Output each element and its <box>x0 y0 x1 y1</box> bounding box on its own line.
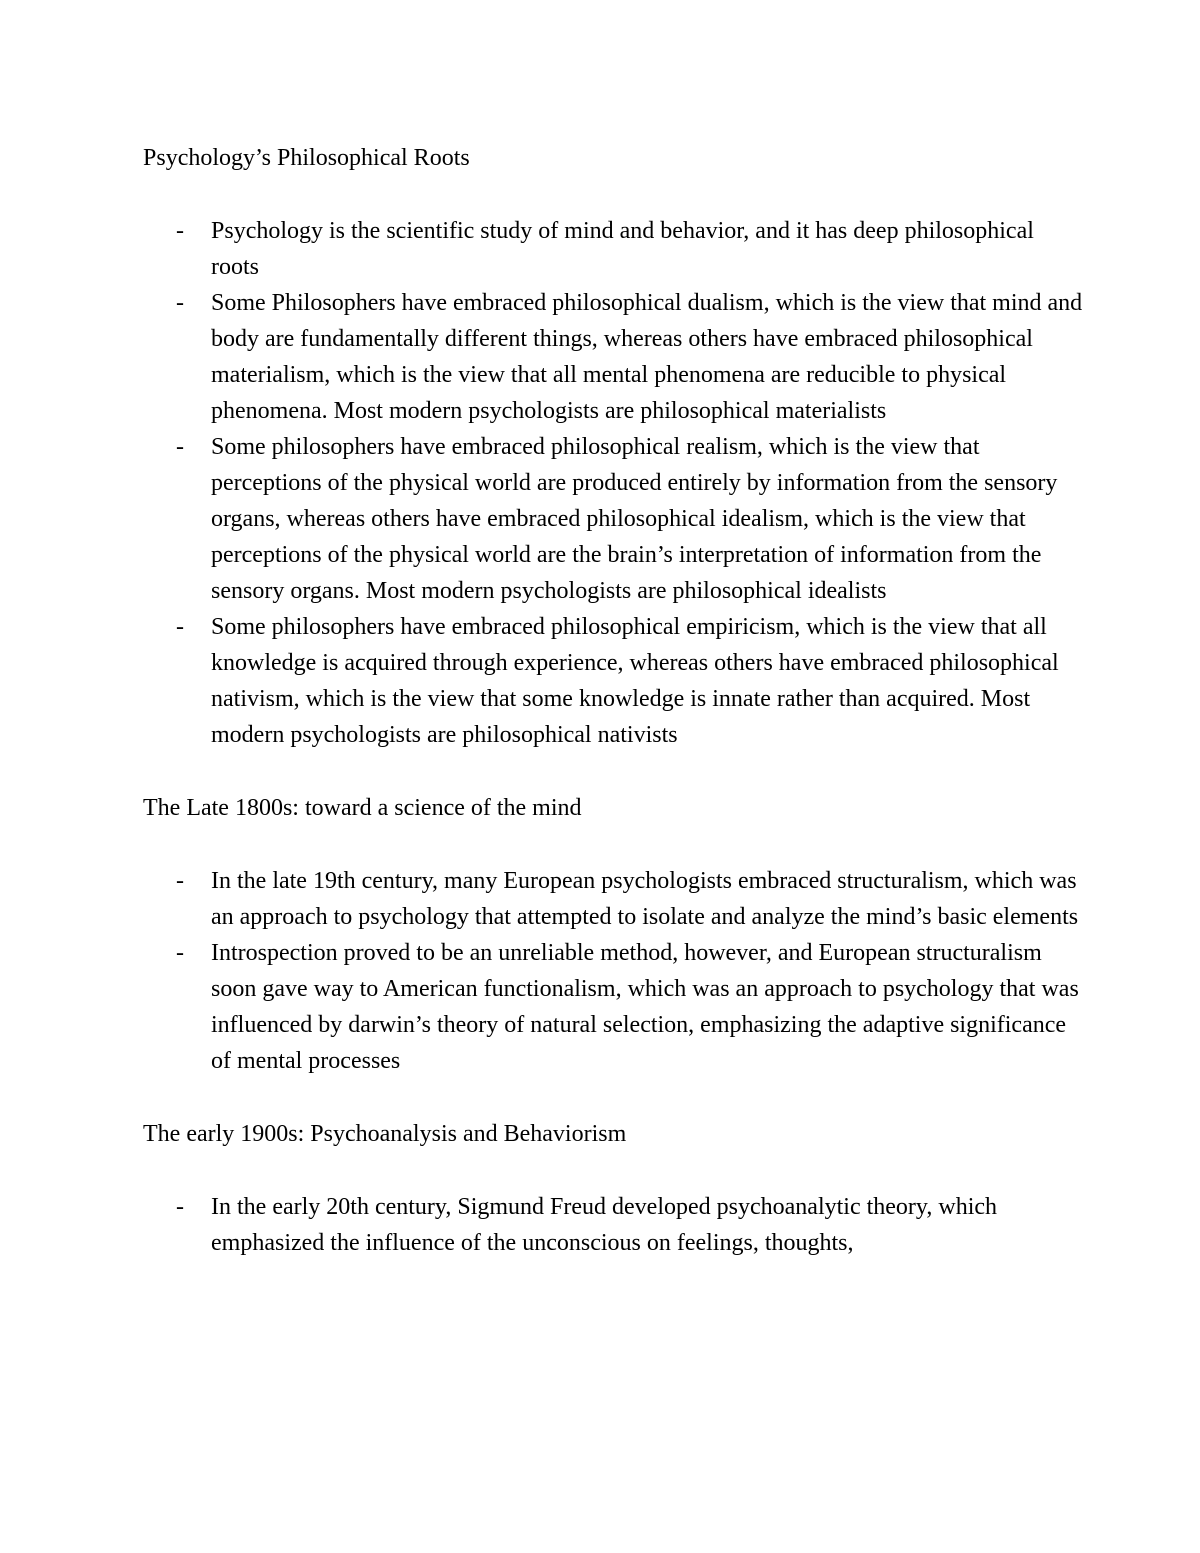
list-item <box>143 935 1083 1079</box>
section-heading-late-1800s: The Late 1800s: toward a science of the mind <box>143 795 582 821</box>
bullet-dash: - <box>176 614 184 640</box>
list-item-text: In the late 19th century, many European psychologists embraced structuralism, which was an approach to psychology that attempted to isolate and analyze the mind’s basic elements <box>211 868 1079 930</box>
document-content <box>143 140 1083 1298</box>
bullet-dash: - <box>176 940 184 966</box>
list-item <box>143 1189 1083 1261</box>
list-item <box>143 429 1083 609</box>
bullet-dash: - <box>176 1194 184 1220</box>
list-item <box>143 863 1083 935</box>
bullet-dash: - <box>176 868 184 894</box>
bullet-list-early-1900s <box>143 1189 1083 1261</box>
bullet-dash: - <box>176 434 184 460</box>
list-item-text: Introspection proved to be an unreliable method, however, and European structuralism soon gave way to American functionalism, which was an approach to psychology that was influenced by darwin’s theory of natural selection, emphasizing the adaptive significance of mental processes <box>211 940 1079 1074</box>
list-item <box>143 213 1083 285</box>
list-item-text: Some Philosophers have embraced philosophical dualism, which is the view that mind and body are fundamentally different things, whereas others have embraced philosophical materialism, which is the view that all mental phenomena are reducible to physical phenomena. Most modern psychologists are philosophical materialists <box>211 290 1083 424</box>
section-heading-early-1900s: The early 1900s: Psychoanalysis and Behaviorism <box>143 1121 627 1147</box>
list-item-text: In the early 20th century, Sigmund Freud developed psychoanalytic theory, which emphasized the influence of the unconscious on feelings, thoughts, <box>211 1194 998 1256</box>
list-item-text: Some philosophers have embraced philosophical empiricism, which is the view that all knowledge is acquired through experience, whereas others have embraced philosophical nativism, which is the view that some knowledge is innate rather than acquired. Most modern psychologists are philosophical nativists <box>211 614 1059 748</box>
list-item <box>143 609 1083 753</box>
list-item <box>143 285 1083 429</box>
bullet-list-philosophical-roots <box>143 213 1083 753</box>
list-item-text: Some philosophers have embraced philosophical realism, which is the view that perceptions of the physical world are produced entirely by information from the sensory organs, whereas others have embraced philosophical idealism, which is the view that perceptions of the physical world are the brain’s interpretation of information from the sensory organs. Most modern psychologists are philosophical idealists <box>211 434 1058 604</box>
bullet-dash: - <box>176 290 184 316</box>
list-item-text: Psychology is the scientific study of mind and behavior, and it has deep philosophical roots <box>211 218 1034 280</box>
section-heading-philosophical-roots: Psychology’s Philosophical Roots <box>143 145 470 171</box>
bullet-list-late-1800s <box>143 863 1083 1079</box>
bullet-dash: - <box>176 218 184 244</box>
